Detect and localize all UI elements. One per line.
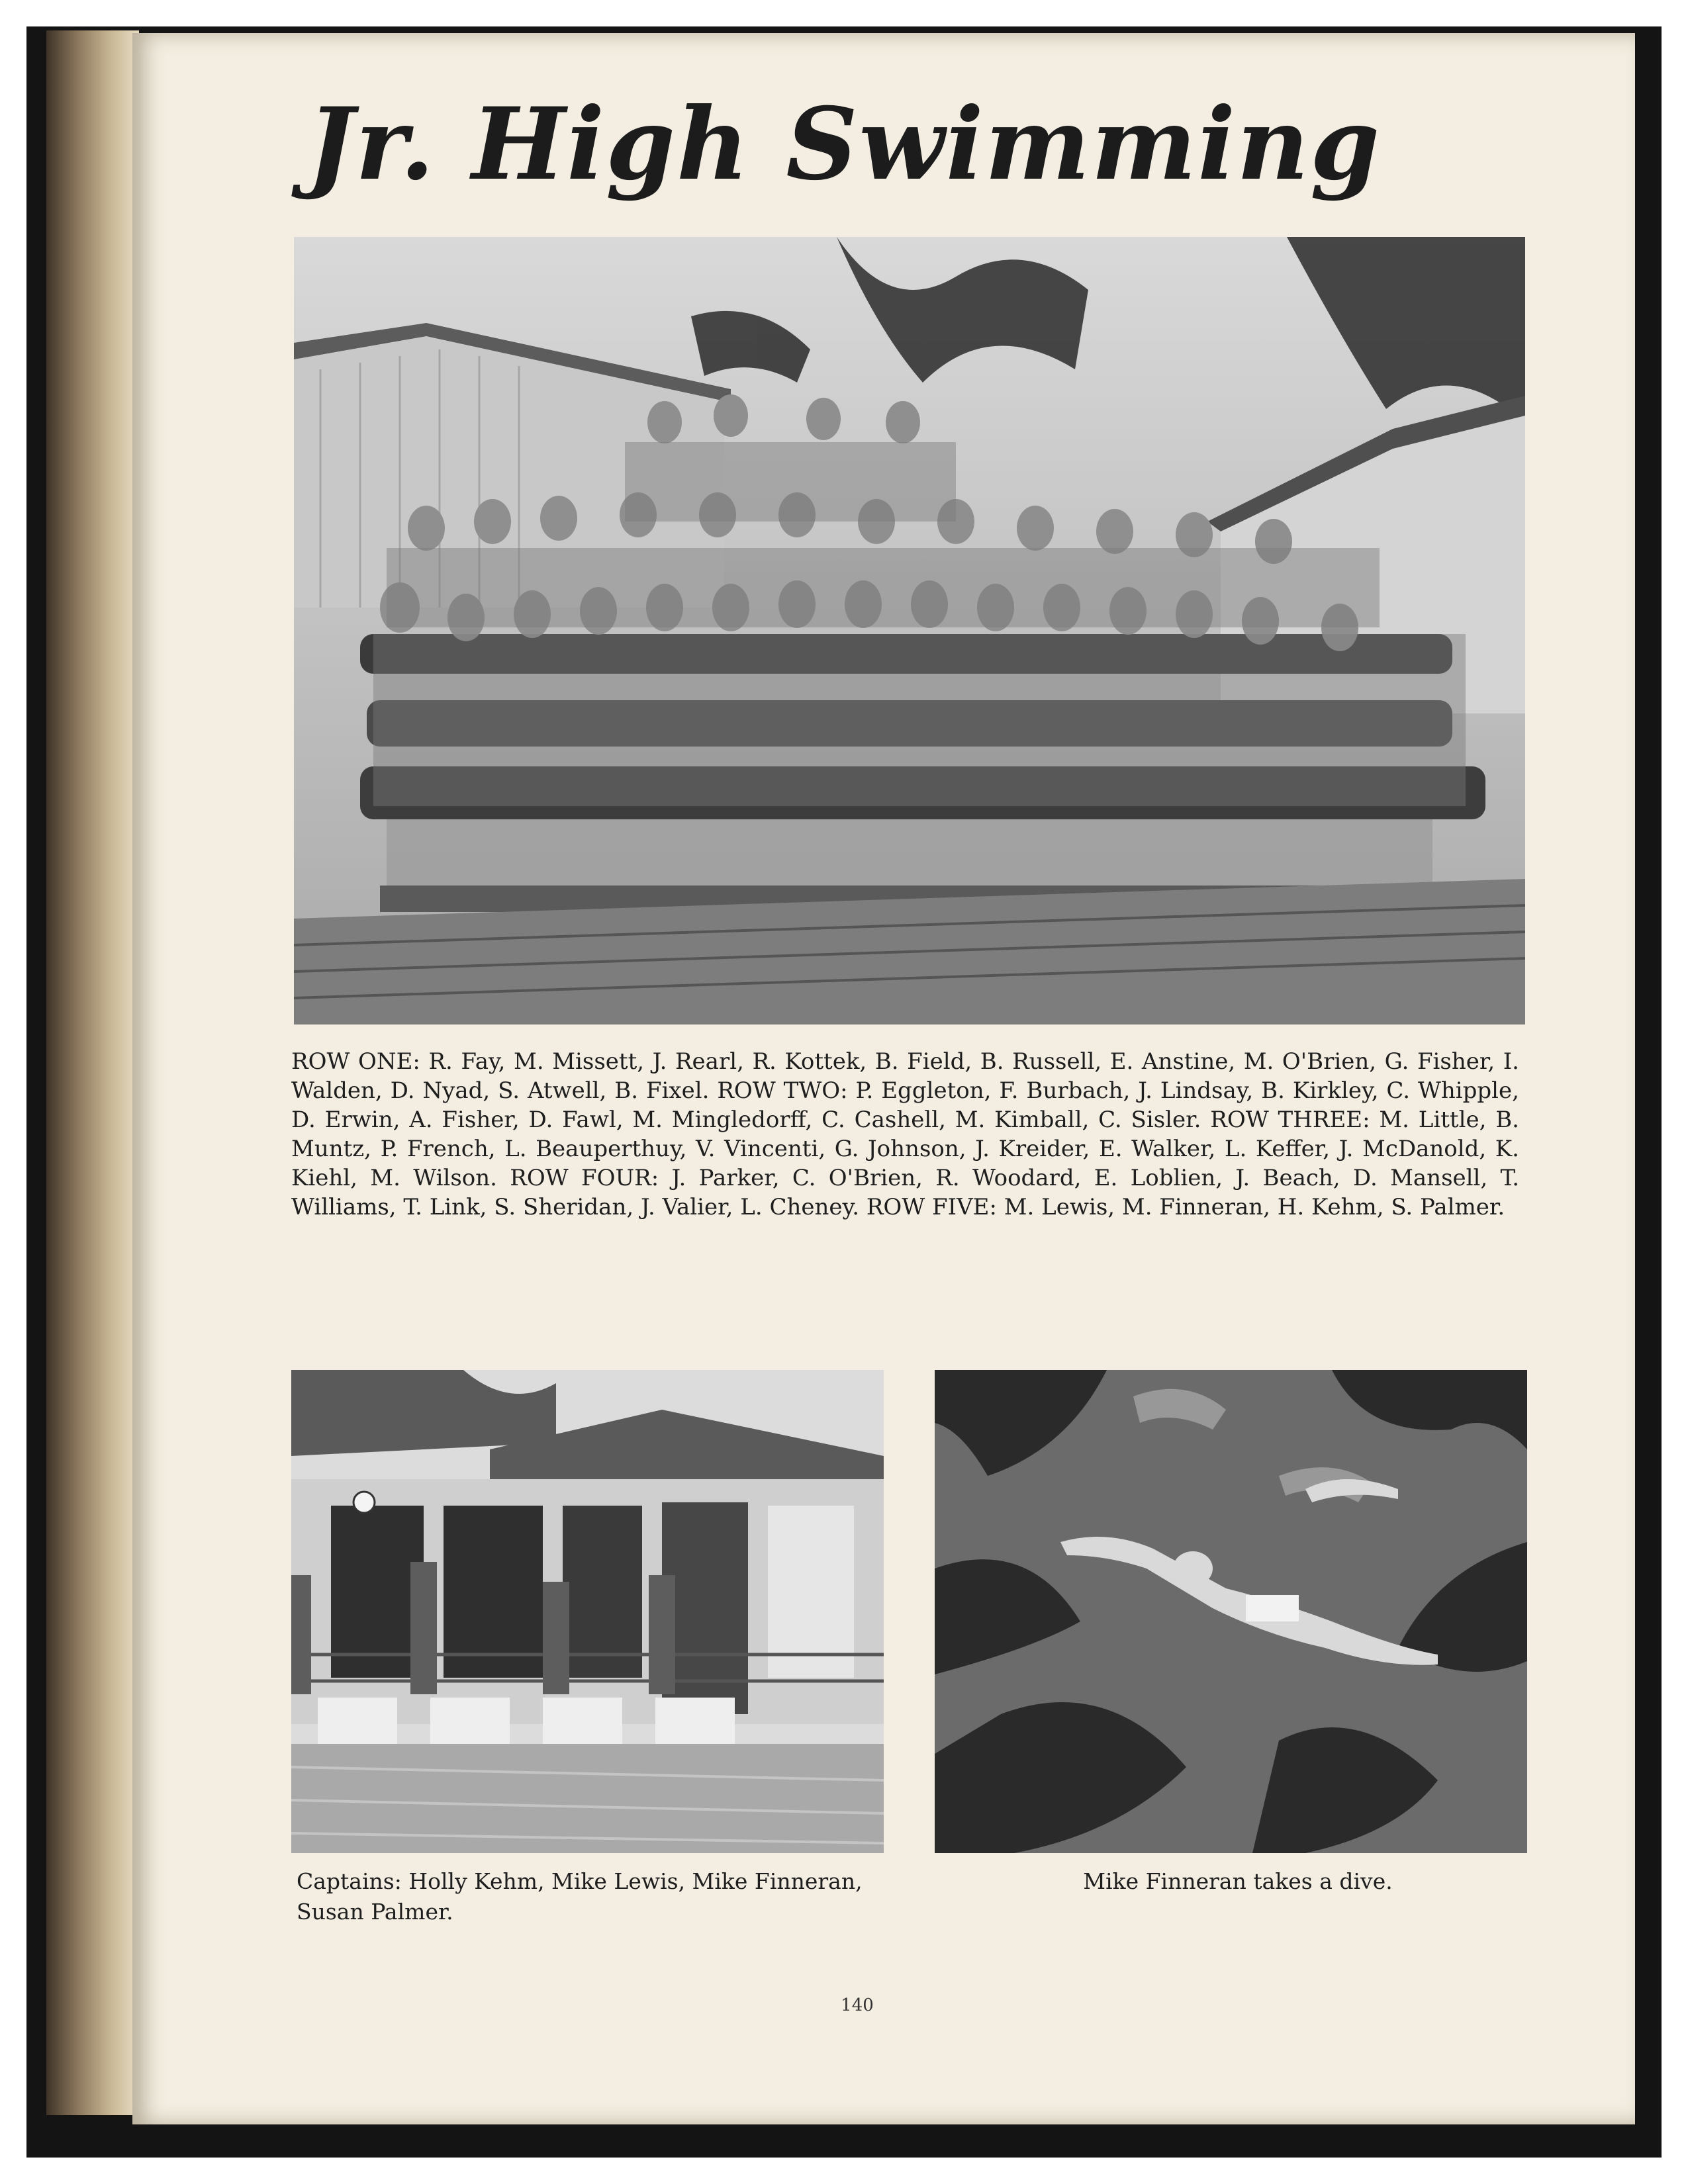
dive-caption: Mike Finneran takes a dive.	[1083, 1868, 1393, 1894]
team-roster-caption: ROW ONE: R. Fay, M. Missett, J. Rearl, R. Kottek, B. Field, B. Russell, E. Anstine, M. O'Brien, G. Fisher, I. Walden, D. Nyad, S. Atwell, B. Fixel. ROW TWO: P. Eggleton, F. Burbach, J. Lindsay, B. Kirkley, C. Whipple, D. Erwin, A. Fisher, D. Fawl, M. Mingledorff, C. Cashell, M. Kimball, C. Sisler. ROW THREE: M. Little, B. Muntz, P. French, L. Beauperthuy, V. Vincenti, G. Johnson, J. Kreider, E. Walker, L. Keffer, J. McDanold, K. Kiehl, M. Wilson. ROW FOUR: J. Parker, C. O'Brien, R. Woodard, E. Loblien, J. Beach, D. Mansell, T. Williams, T. Link, S. Sheridan, J. Valier, L. Cheney. ROW FIVE: M. Lewis, M. Finneran, H. Kehm, S. Palmer.	[291, 1048, 1519, 1220]
captains-photo	[291, 1370, 884, 1853]
team-photo	[294, 237, 1525, 1024]
dive-photo	[935, 1370, 1527, 1853]
captains-caption: Captains: Holly Kehm, Mike Lewis, Mike Finneran, Susan Palmer.	[297, 1868, 863, 1925]
page-number: 140	[841, 1995, 874, 2015]
page-title: Jr. High Swimming	[306, 86, 1382, 203]
book-page-edges	[46, 30, 139, 2115]
